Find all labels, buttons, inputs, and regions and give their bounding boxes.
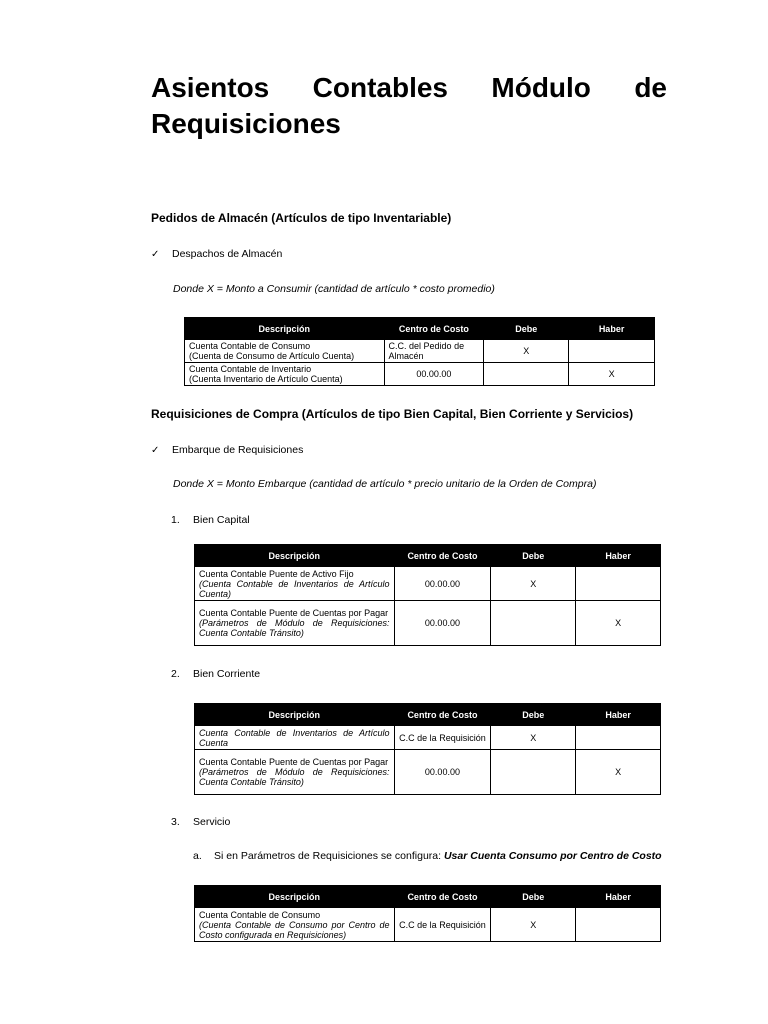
- formula-consumo: Donde X = Monto a Consumir (cantidad de artículo * costo promedio): [173, 283, 495, 295]
- checkmark-icon: ✓: [151, 249, 160, 260]
- title-line2: Requisiciones: [151, 108, 341, 139]
- column-header: Haber: [576, 886, 661, 908]
- column-header: Descripción: [195, 704, 395, 726]
- column-header: Haber: [576, 704, 661, 726]
- cell-descripcion: Cuenta Contable de Consumo (Cuenta Contable de Consumo por Centro de Costo configurada en Requisiciones): [195, 908, 395, 942]
- cell-centro-costo: 00.00.00: [394, 750, 491, 795]
- cell-debe: [484, 363, 569, 386]
- cell-debe: X: [491, 908, 576, 942]
- table-header-row: [195, 704, 661, 726]
- cell-descripcion: Cuenta Contable Puente de Activo Fijo (Cuenta Contable de Inventarios de Artículo Cuenta): [195, 567, 395, 601]
- column-header: Debe: [484, 318, 569, 340]
- cell-descripcion: Cuenta Contable Puente de Cuentas por Pagar (Parámetros de Módulo de Requisiciones: Cuenta Contable Tránsito): [195, 750, 395, 795]
- cell-debe: [491, 750, 576, 795]
- check-item-despachos: [151, 248, 282, 260]
- table-header-row: [185, 318, 655, 340]
- cell-debe: X: [491, 567, 576, 601]
- numbered-item-bien-corriente: 2. Bien Corriente: [171, 668, 261, 680]
- column-header: Centro de Costo: [394, 886, 491, 908]
- ledger-table-bien-capital: [194, 544, 661, 646]
- column-header: Descripción: [185, 318, 385, 340]
- section-heading-pedidos: Pedidos de Almacén (Artículos de tipo Inventariable): [151, 211, 452, 225]
- checkmark-icon: ✓: [151, 445, 160, 456]
- cell-debe: [491, 601, 576, 646]
- column-header: Debe: [491, 545, 576, 567]
- config-option-emphasis: Usar Cuenta Consumo por Centro de Costo: [443, 850, 662, 862]
- column-header: Descripción: [195, 545, 395, 567]
- cell-haber: X: [576, 601, 661, 646]
- ledger-table-servicio: [194, 885, 661, 942]
- cell-descripcion: Cuenta Contable de Consumo (Cuenta de Consumo de Artículo Cuenta): [185, 340, 385, 363]
- title-word: Módulo: [491, 72, 591, 103]
- cell-haber: [576, 567, 661, 601]
- title-word: Asientos: [151, 72, 270, 103]
- numbered-item-servicio: 3. Servicio: [171, 816, 231, 828]
- check-item-label: Embarque de Requisiciones: [172, 444, 304, 456]
- cell-centro-costo: 00.00.00: [394, 567, 491, 601]
- column-header: Haber: [569, 318, 655, 340]
- table-row: [195, 908, 661, 942]
- ledger-table-despachos: [184, 317, 655, 386]
- cell-centro-costo: C.C de la Requisición: [394, 908, 491, 942]
- title-word: de: [634, 72, 667, 103]
- cell-debe: X: [484, 340, 569, 363]
- cell-descripcion: Cuenta Contable de Inventarios de Artículo Cuenta: [195, 726, 395, 750]
- check-item-embarque: [151, 444, 303, 456]
- check-item-label: Despachos de Almacén: [172, 248, 283, 260]
- table-row: [195, 750, 661, 795]
- ledger-table-bien-corriente: [194, 703, 661, 795]
- cell-haber: [576, 726, 661, 750]
- column-header: Debe: [491, 704, 576, 726]
- column-header: Descripción: [195, 886, 395, 908]
- lettered-item-servicio-a: a. Si en Parámetros de Requisiciones se configura: Usar Cuenta Consumo por Centro de Costo: [193, 850, 662, 862]
- cell-centro-costo: C.C de la Requisición: [394, 726, 491, 750]
- table-row: [195, 726, 661, 750]
- cell-debe: X: [491, 726, 576, 750]
- cell-descripcion: Cuenta Contable Puente de Cuentas por Pagar (Parámetros de Módulo de Requisiciones: Cuenta Contable Tránsito): [195, 601, 395, 646]
- table-row: [195, 601, 661, 646]
- table-row: [185, 340, 655, 363]
- column-header: Centro de Costo: [394, 704, 491, 726]
- table-header-row: [195, 886, 661, 908]
- column-header: Centro de Costo: [384, 318, 484, 340]
- formula-embarque: Donde X = Monto Embarque (cantidad de artículo * precio unitario de la Orden de Compra): [173, 478, 597, 490]
- cell-descripcion: Cuenta Contable de Inventario (Cuenta Inventario de Artículo Cuenta): [185, 363, 385, 386]
- section-heading-requisiciones: Requisiciones de Compra (Artículos de tipo Bien Capital, Bien Corriente y Servicios): [151, 407, 634, 421]
- cell-haber: [576, 908, 661, 942]
- cell-haber: X: [569, 363, 655, 386]
- column-header: Centro de Costo: [394, 545, 491, 567]
- cell-centro-costo: C.C. del Pedido de Almacén: [384, 340, 484, 363]
- table-row: [185, 363, 655, 386]
- cell-haber: X: [576, 750, 661, 795]
- table-row: [195, 567, 661, 601]
- cell-centro-costo: 00.00.00: [384, 363, 484, 386]
- cell-centro-costo: 00.00.00: [394, 601, 491, 646]
- cell-haber: [569, 340, 655, 363]
- column-header: Debe: [491, 886, 576, 908]
- numbered-item-bien-capital: 1. Bien Capital: [171, 514, 250, 526]
- page-title: [151, 70, 667, 142]
- table-header-row: [195, 545, 661, 567]
- title-word: Contables: [312, 72, 448, 103]
- column-header: Haber: [576, 545, 661, 567]
